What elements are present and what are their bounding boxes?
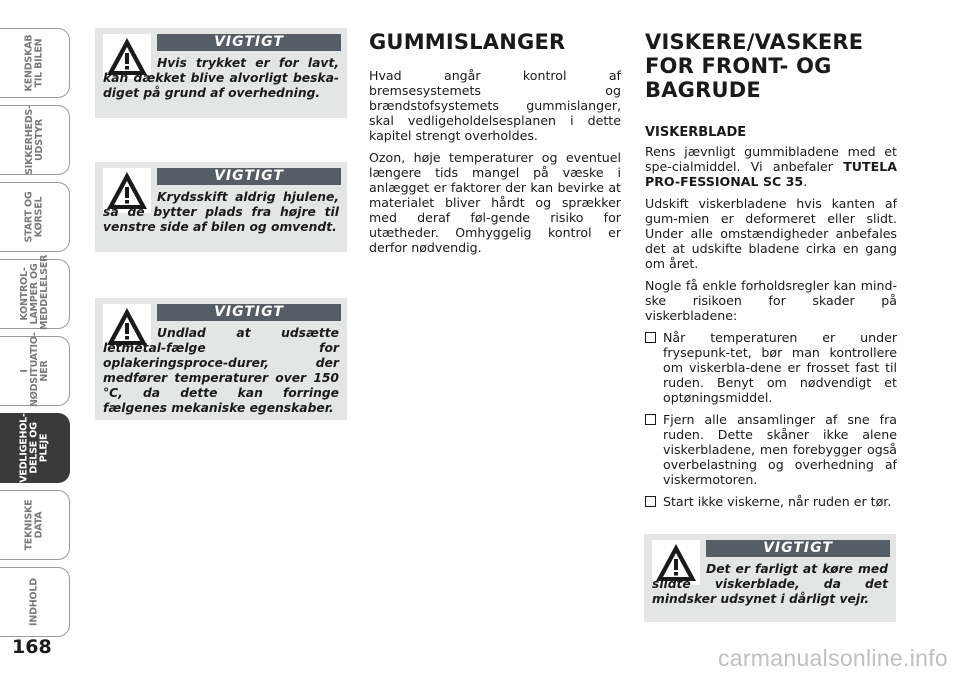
paragraph: Udskift viskerbladene hvis kanten af gum-mien er deformeret eller slidt. Under alle omstændigheder anbefales det at udskifte bladene cirka en gang om året.	[645, 196, 897, 271]
list-item: Start ikke viskerne, når ruden er tør.	[645, 494, 897, 509]
warning-heading: VIGTIGT	[157, 168, 341, 185]
checkbox-bullet-icon	[645, 414, 656, 425]
page-number: 168	[12, 636, 52, 658]
watermark: carmanualsonline.info	[717, 645, 948, 671]
tab-kontrollamper[interactable]: KONTROL- LAMPER OG MEDDELELSER	[0, 259, 70, 329]
section-title: VISKERE/VASKERE FOR FRONT- OG BAGRUDE	[645, 30, 864, 102]
tab-vedligeholdelse[interactable]: VEDLIGEHOL- DELSE OG PLEJE	[0, 413, 70, 483]
section-viskere	[645, 30, 897, 516]
paragraph: Rens jævnligt gummibladene med et spe-cialmiddel. Vi anbefaler TUTELA PRO-FESSIONAL SC 35.	[645, 144, 897, 189]
subsection-title: VISKERBLADE	[645, 125, 747, 140]
warning-heading: VIGTIGT	[157, 34, 341, 51]
list-item: Fjern alle ansamlinger af sne fra ruden. Dette skåner ikke alene viskerbladene, men forebygger også overbelastning og overhedning af viskermotoren.	[645, 412, 897, 487]
warning-text: Undlad at udsætte letmetal-fælge for oplakeringsproce-durer, der medfører temperaturer over 150 °C, da dette kan forringe fælgenes mekaniske egenskaber.	[103, 326, 339, 415]
tab-sikkerhedsudstyr[interactable]: SIKKERHEDS- UDSTYR	[0, 105, 70, 175]
warning-heading: VIGTIGT	[706, 540, 890, 557]
warning-box	[95, 298, 347, 420]
paragraph: Nogle få enkle forholdsregler kan mind-ske risikoen for skader på viskerbladene:	[645, 278, 897, 323]
tab-nodsituationer[interactable]: I NØDSITUATIO- NER	[0, 336, 70, 406]
list-item: Når temperaturen er under frysepunk-tet, bør man kontrollere om viskerbla-dene er frosset fast til ruden. Benyt om nødvendigt et optøningsmiddel.	[645, 330, 897, 405]
checkbox-bullet-icon	[645, 496, 656, 507]
warning-box	[644, 534, 896, 622]
warning-box	[95, 28, 347, 118]
warning-text: Det er farligt at køre med slidte viskerblade, da det mindsker udsynet i dårligt vejr.	[652, 562, 888, 606]
paragraph: Hvad angår kontrol af bremsesystemets og brændstofsystemets gummislanger, skal vedligeholdelsesplanen i dette kapitel strengt overholdes.	[369, 68, 621, 143]
warning-box	[95, 162, 347, 252]
paragraph: Ozon, høje temperaturer og eventuel længere tids mangel på væske i anlægget er faktorer der kan bevirke at materialet bliver hårdt og sprækker med deraf føl-gende risiko for utætheder. Omhyggelig kontrol er derfor nødvendig.	[369, 150, 621, 255]
checkbox-bullet-icon	[645, 332, 656, 343]
section-title: GUMMISLANGER	[369, 30, 566, 54]
tab-indhold[interactable]: INDHOLD	[0, 567, 70, 637]
warning-text: Hvis trykket er for lavt, kan dækket blive alvorligt beska-diget på grund af overhedning.	[103, 56, 339, 100]
tab-start-og-korsel[interactable]: START OG KØRSEL	[0, 182, 70, 252]
warning-heading: VIGTIGT	[157, 304, 341, 321]
tab-tekniske-data[interactable]: TEKNISKE DATA	[0, 490, 70, 560]
warning-text: Krydsskift aldrig hjulene, så de bytter plads fra højre til venstre side af bilen og omvendt.	[103, 190, 339, 234]
section-gummislanger	[369, 30, 621, 262]
product-name: TUTELA PRO-FESSIONAL SC 35	[645, 159, 897, 189]
tab-kendskab[interactable]: KENDSKAB TIL BILEN	[0, 28, 70, 98]
